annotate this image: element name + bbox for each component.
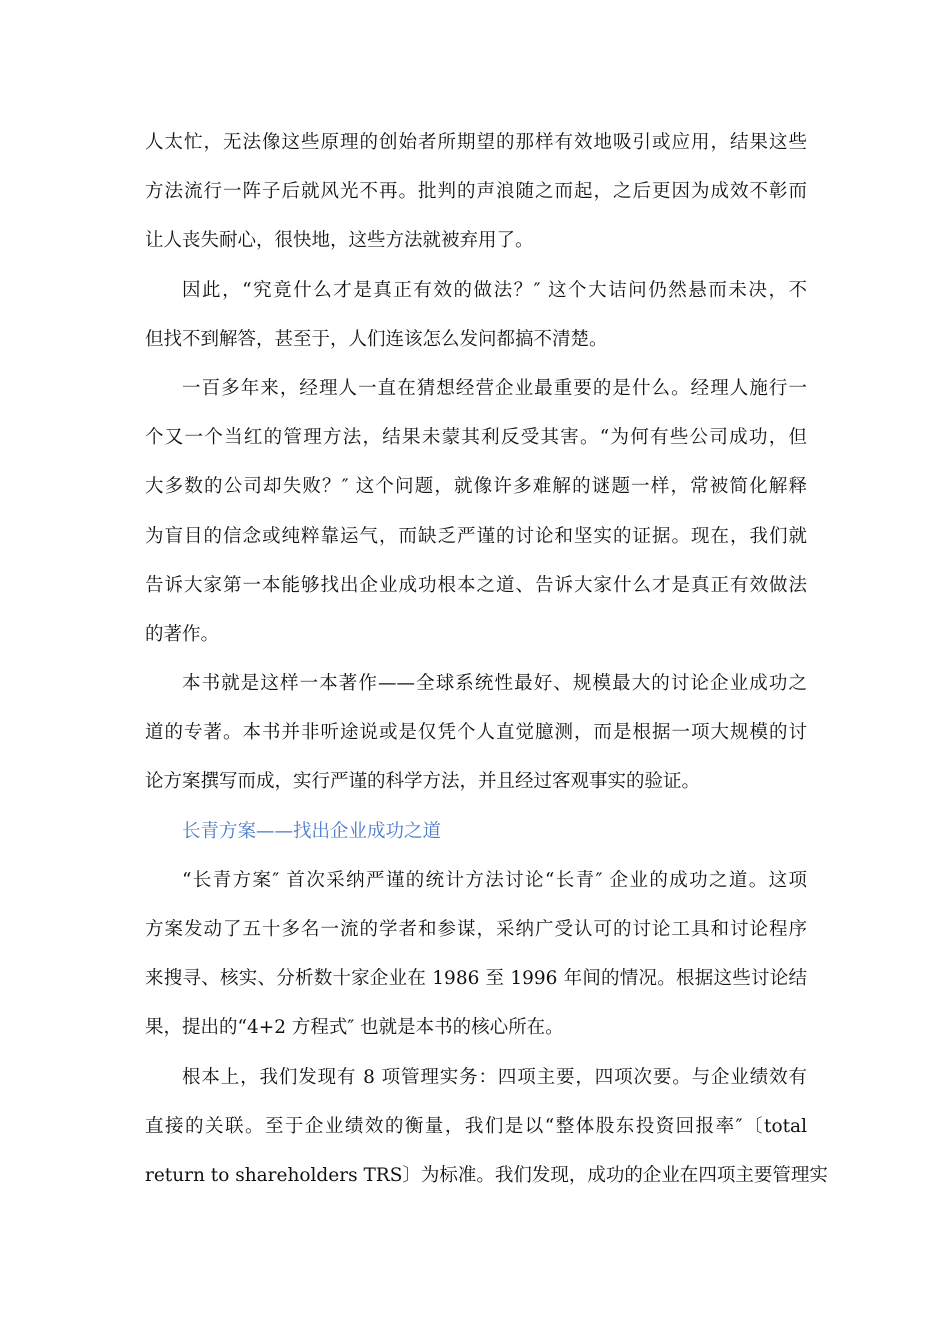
text-line: 个又一个当红的管理方法，结果未蒙其利反受其害。“为何有些公司成功，但 bbox=[145, 427, 807, 449]
text-line: 论方案撰写而成，实行严谨的科学方法，并且经过客观事实的验证。 bbox=[145, 771, 701, 793]
document-page bbox=[145, 118, 828, 1200]
text-line: 本书就是这样一本著作——全球系统性最好、规模最大的讨论企业成功之 bbox=[182, 673, 807, 695]
paragraph-2 bbox=[145, 266, 807, 364]
text-line: 因此，“究竟什么才是真正有效的做法？″ 这个大诘问仍然悬而未决，不 bbox=[182, 279, 807, 301]
section-heading bbox=[145, 807, 807, 856]
paragraph-6 bbox=[145, 1053, 828, 1201]
text-line: return to shareholders TRS〕为标准。我们发现，成功的企业在四项主要管理实 bbox=[145, 1164, 828, 1186]
heading-line: 长青方案——找出企业成功之道 bbox=[182, 820, 442, 842]
paragraph-1 bbox=[145, 118, 807, 266]
text-line: 直接的关联。至于企业绩效的衡量，我们是以“整体股东投资回报率″〔total bbox=[145, 1115, 807, 1137]
text-line: 道的专著。本书并非听途说或是仅凭个人直觉臆测，而是根据一项大规模的讨 bbox=[145, 722, 807, 744]
text-line: 为盲目的信念或纯粹靠运气，而缺乏严谨的讨论和坚实的证据。现在，我们就 bbox=[145, 525, 807, 547]
text-line: 人太忙，无法像这些原理的创始者所期望的那样有效地吸引或应用，结果这些 bbox=[145, 132, 807, 153]
text-line: 但找不到解答，甚至于，人们连该怎么发问都搞不清楚。 bbox=[145, 328, 608, 350]
text-line: 告诉大家第一本能够找出企业成功根本之道、告诉大家什么才是真正有效做法 bbox=[145, 574, 807, 596]
text-line: 根本上，我们发现有 8 项管理实务：四项主要，四项次要。与企业绩效有 bbox=[182, 1066, 807, 1088]
text-line: 来搜寻、核实、分析数十家企业在 1986 至 1996 年间的情况。根据这些讨论结 bbox=[145, 968, 807, 990]
text-line: 的著作。 bbox=[145, 623, 220, 645]
text-line: 一百多年来，经理人一直在猜想经营企业最重要的是什么。经理人施行一 bbox=[182, 377, 807, 399]
text-line: 大多数的公司却失败？″ 这个问题，就像许多难解的谜题一样，常被简化解释 bbox=[145, 476, 807, 498]
text-line: 果，提出的“4+2 方程式″ 也就是本书的核心所在。 bbox=[145, 1017, 564, 1039]
text-line: 让人丧失耐心，很快地，这些方法就被弃用了。 bbox=[145, 230, 534, 252]
paragraph-5 bbox=[145, 856, 807, 1053]
text-line: 方案发动了五十多名一流的学者和参谋，采纳广受认可的讨论工具和讨论程序 bbox=[145, 919, 807, 940]
text-line: 方法流行一阵子后就风光不再。批判的声浪随之而起，之后更因为成效不彰而 bbox=[145, 181, 807, 203]
text-line: “长青方案″ 首次采纳严谨的统计方法讨论“长青″ 企业的成功之道。这项 bbox=[182, 869, 807, 891]
paragraph-4 bbox=[145, 659, 807, 807]
paragraph-3 bbox=[145, 364, 807, 659]
